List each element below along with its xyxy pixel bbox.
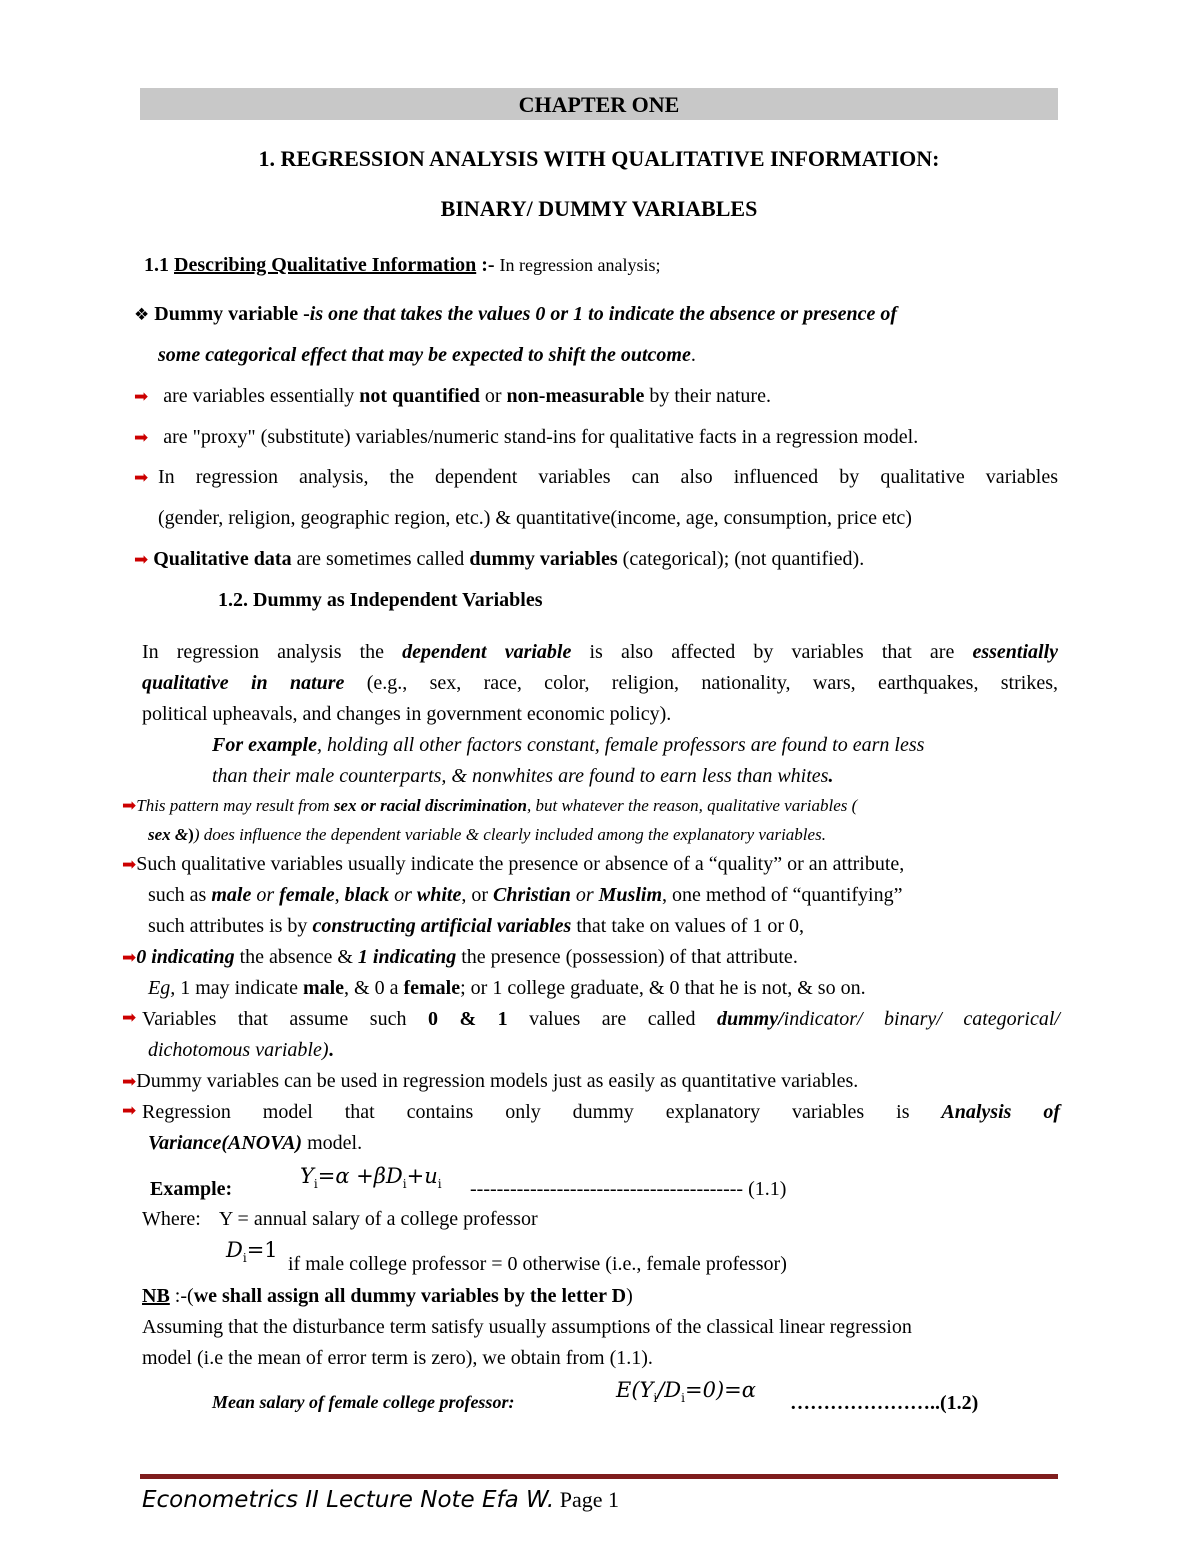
dummy-equation-text: if male college professor = 0 otherwise (i.e., female professor) (288, 1253, 787, 1275)
mean-label: Mean salary of female college professor: (212, 1392, 515, 1412)
title-line-1: 1. REGRESSION ANALYSIS WITH QUALITATIVE INFORMATION: (258, 146, 940, 171)
eq-symbol: =α +βD (317, 1164, 403, 1188)
text-bold: non-measurable (506, 385, 645, 407)
text-bold-italic: sex or racial discrimination (333, 796, 527, 815)
title-line-2: BINARY/ DUMMY VARIABLES (440, 196, 758, 221)
diamond-bullet-icon: ❖ (134, 305, 150, 325)
text: are sometimes called (291, 548, 470, 570)
text: Such qualitative variables usually indicate the presence or absence of a “quality” or an attribute, (136, 853, 905, 875)
arrow-bullet-icon: ➡ (134, 468, 149, 488)
where-label: Where: (142, 1208, 201, 1230)
dummy-term: Dummy variable - (154, 303, 310, 325)
equation-1-2-label: …………………..(1.2) (790, 1392, 979, 1414)
footer-title: Econometrics II Lecture Note Efa W (142, 1487, 547, 1513)
chapter-heading: CHAPTER ONE (140, 88, 1058, 120)
text-italic: ) does influence the dependent variable & clearly included among the explanatory variables. (193, 825, 826, 844)
text: Dummy variables can be used in regression models just as easily as quantitative variables. (136, 1070, 859, 1092)
zero-one-line (122, 946, 798, 969)
bullet-3 (134, 466, 1058, 489)
where-line (142, 1208, 538, 1231)
assume-line-1: Assuming that the disturbance term satisfy usually assumptions of the classical linear regression (142, 1316, 912, 1338)
footer-page: Page 1 (554, 1487, 619, 1512)
text-bold-italic: Variance(ANOVA) (148, 1132, 303, 1154)
text: :-( (169, 1285, 194, 1307)
bullet-3-line-2: (gender, religion, geographic region, etc.) & quantitative(income, age, consumption, price etc) (158, 507, 912, 529)
text-italic: indicator/ binary/ categorical/ (783, 1008, 1060, 1030)
arrow-bullet-icon: ➡ (134, 428, 149, 448)
dummy-def-text: some categorical effect that may be expected to shift the outcome (158, 344, 691, 366)
assume-line-2: model (i.e the mean of error term is zero), we obtain from (1.1). (142, 1347, 653, 1369)
text: the absence & (234, 946, 358, 968)
footer (142, 1487, 619, 1514)
text: (e.g., sex, race, color, religion, nationality, wars, earthquakes, strikes, (344, 672, 1058, 694)
text: model. (302, 1132, 363, 1154)
text: , (334, 884, 345, 906)
text: , & 0 a (344, 977, 404, 999)
text-bold-italic: male (211, 884, 252, 906)
text: In regression analysis the (142, 641, 403, 663)
arrow-bullet-icon: ➡ (122, 1008, 137, 1028)
bullet-2 (134, 426, 918, 449)
text-bold-italic: dummy/ (716, 1008, 784, 1030)
eq-symbol: Y (300, 1164, 314, 1188)
pattern-line-1 (122, 796, 857, 816)
dummy-def-line-2 (158, 344, 696, 367)
text: . (828, 765, 834, 787)
text-italic: This pattern may result from (136, 796, 334, 815)
dummy-equation (226, 1238, 278, 1265)
text: ) (626, 1285, 633, 1307)
equation-1-1 (300, 1164, 442, 1191)
dummy-def-period: . (690, 344, 696, 366)
text: 1 may indicate (175, 977, 303, 999)
section-1-2: 1.2. Dummy as Independent Variables (218, 589, 543, 611)
example-1-line-1 (212, 734, 924, 757)
para-1-line-3: political upheavals, and changes in government economic policy). (142, 703, 672, 725)
such-line-2 (148, 884, 903, 907)
text: ; or 1 college graduate, & 0 that he is not, & so on. (460, 977, 866, 999)
arrow-bullet-icon: ➡ (122, 855, 137, 875)
text: Variables that assume such (142, 1008, 428, 1030)
dummy-def-line-1: is one that takes the values 0 or 1 to indicate the absence or presence of (309, 303, 897, 325)
section-1-1 (144, 254, 661, 277)
text-bold: Qualitative data (153, 548, 292, 570)
text-bold-italic: white (416, 884, 462, 906)
text-italic: dichotomous variable) (148, 1039, 329, 1061)
eq-subscript: i (313, 1177, 318, 1191)
text-bold-italic: essentially (972, 641, 1058, 663)
text-bold-italic: Christian (493, 884, 571, 906)
text: is also affected by variables that are (571, 641, 973, 663)
arrow-bullet-icon: ➡ (134, 550, 149, 570)
eq-subscript: i (653, 1391, 658, 1405)
text-italic: than their male counterparts, & nonwhites are found to earn less than whites (212, 765, 829, 787)
text-bold: not quantified (359, 385, 480, 407)
bullet-4 (134, 548, 864, 571)
text-bold-italic: constructing artificial variables (312, 915, 572, 937)
text: , or (461, 884, 494, 906)
section-sep: :- (476, 254, 500, 276)
text-italic: , holding all other factors constant, female professors are found to earn less (317, 734, 925, 756)
text: such attributes is by (148, 915, 313, 937)
eq-subscript: i (402, 1177, 407, 1191)
eq-symbol: E(Y (616, 1378, 654, 1402)
equation-1-1-label: ----------------------------------------- (1.1) (470, 1178, 787, 1200)
text-bold-italic: black (344, 884, 390, 906)
nb-line (142, 1285, 633, 1308)
such-line-1 (122, 853, 904, 876)
footer-dot: . (546, 1487, 555, 1513)
section-tail: In regression analysis; (499, 255, 661, 275)
text-italic: Eg, (148, 977, 176, 999)
example-label: Example: (150, 1178, 233, 1200)
dummy-definition (134, 303, 897, 326)
text-bold-italic: dependent variable (402, 641, 572, 663)
text-bold: male (302, 977, 345, 999)
text: are variables essentially (163, 385, 360, 407)
nb-label: NB (142, 1285, 170, 1307)
bullet-1 (134, 385, 771, 408)
text-bold-italic: 1 indicating (357, 946, 457, 968)
vars-line-2 (148, 1039, 334, 1062)
text-bold-italic: Analysis of (941, 1101, 1061, 1123)
para-1-line-1 (142, 641, 1058, 664)
text-bold: . (328, 1039, 334, 1061)
arrow-bullet-icon: ➡ (122, 1101, 137, 1121)
text-bold: female (403, 977, 461, 999)
text-italic: or (251, 884, 280, 906)
text: by their nature. (644, 385, 771, 407)
eq-symbol: =1 (246, 1238, 278, 1262)
text: the presence (possession) of that attribute. (456, 946, 798, 968)
eq-symbol: D (226, 1238, 243, 1262)
text: are "proxy" (substitute) variables/numeric stand-ins for qualitative facts in a regression model. (163, 426, 919, 448)
eq-symbol: +u (406, 1164, 438, 1188)
arrow-bullet-icon: ➡ (122, 948, 137, 968)
text-bold-italic: female (279, 884, 335, 906)
text-italic: or (570, 884, 599, 906)
text-italic: , but whatever the reason, qualitative variables ( (526, 796, 858, 815)
eq-symbol: /D (657, 1378, 682, 1402)
text: (categorical); (not quantified). (617, 548, 865, 570)
text-bold: 0 & 1 (427, 1008, 508, 1030)
arrow-bullet-icon: ➡ (134, 387, 149, 407)
eg-line (148, 977, 866, 1000)
text-bold-italic: For example (212, 734, 317, 756)
text: that take on values of 1 or 0, (571, 915, 805, 937)
section-heading: Describing Qualitative Information (174, 254, 477, 276)
bullet-3-line-1: In regression analysis, the dependent variables can also influenced by qualitative variables (158, 466, 1058, 488)
text-bold-italic: sex & (148, 825, 189, 844)
text-bold-italic: Muslim (598, 884, 662, 906)
reg-line-2 (148, 1132, 362, 1155)
text-bold: we shall assign all dummy variables by the letter D (193, 1285, 627, 1307)
text-bold-italic: 0 indicating (136, 946, 235, 968)
text-italic: or (389, 884, 417, 906)
arrow-bullet-icon: ➡ (122, 1072, 137, 1092)
footer-rule (140, 1474, 1058, 1479)
pattern-line-2: sex &)) does influence the dependent variable & clearly included among the explanatory variables. (148, 825, 826, 844)
eq-symbol: =0)=α (685, 1378, 756, 1402)
text: values are called (507, 1008, 717, 1030)
text: such as (148, 884, 212, 906)
example-1-line-2 (212, 765, 833, 788)
eq-subscript: i (437, 1177, 442, 1191)
eq-subscript: i (681, 1391, 685, 1405)
text-bold-italic: qualitative in nature (142, 672, 345, 694)
para-1-line-2 (142, 672, 1058, 695)
arrow-bullet-icon: ➡ (122, 796, 137, 816)
equation-1-2 (616, 1378, 756, 1405)
text: , one method of “quantifying” (662, 884, 903, 906)
section-number: 1.1 (144, 254, 174, 276)
eq-subscript: i (242, 1251, 247, 1265)
text: Y = annual salary of a college professor (218, 1208, 538, 1230)
text-bold: dummy variables (469, 548, 618, 570)
text: Regression model that contains only dummy explanatory variables is (142, 1101, 942, 1123)
such-line-3 (148, 915, 804, 938)
text: or (479, 385, 507, 407)
dv-line (122, 1070, 858, 1093)
